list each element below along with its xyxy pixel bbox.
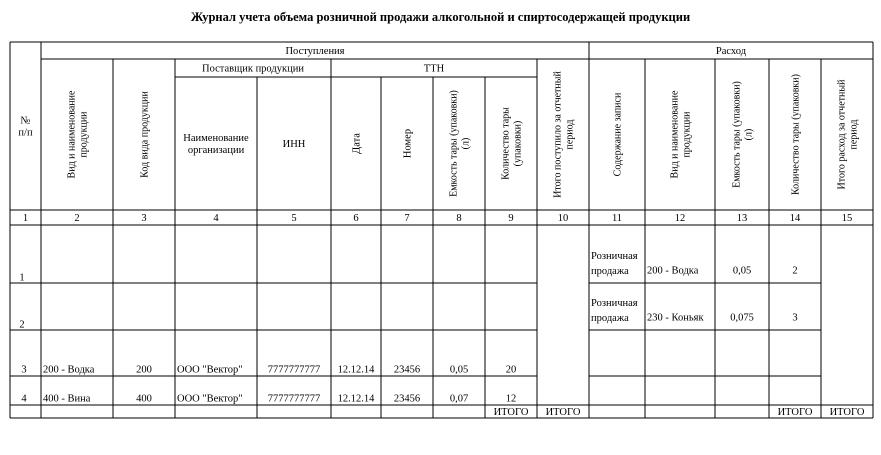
column-number: 15	[841, 213, 853, 224]
col-header-record-content: Содержание записи	[612, 92, 624, 177]
col-header-inn: ИНН	[282, 139, 306, 150]
column-number: 1	[22, 213, 29, 224]
total-expense-period: ИТОГО	[829, 407, 865, 418]
row-number-header: № п/п	[18, 115, 33, 139]
column-number: 13	[736, 213, 748, 224]
column-number: 10	[557, 213, 569, 224]
total-income-quantity: ИТОГО	[493, 407, 529, 418]
capacity-value: 0,05	[449, 364, 469, 376]
product-name: 400 - Вина	[43, 393, 91, 405]
income-header: Поступления	[285, 46, 345, 57]
ttn-date: 12.12.14	[337, 393, 375, 405]
product-code: 400	[136, 393, 152, 405]
ttn-number: 23456	[393, 393, 421, 405]
col-header-org-name: Наименование организации	[183, 133, 249, 156]
ttn-number: 23456	[393, 364, 421, 376]
col-header-expense-capacity: Емкость тары (упаковки)(л)	[731, 81, 755, 188]
expense-quantity: 3	[792, 312, 798, 324]
quantity-value: 12	[505, 393, 517, 405]
product-code: 200	[136, 364, 152, 376]
column-number: 11	[611, 213, 623, 224]
row-number: 1	[19, 272, 25, 284]
col-header-product-code: Код вида продукции	[139, 91, 151, 178]
record-content: Розничная продажа	[591, 298, 638, 324]
quantity-value: 20	[505, 364, 517, 376]
expense-quantity: 2	[792, 265, 798, 277]
column-number: 3	[141, 213, 147, 224]
expense-header: Расход	[715, 46, 747, 57]
col-header-total-expense: Итого расход за отчетныйпериод	[836, 79, 860, 190]
organization-name: ООО "Вектор"	[177, 393, 243, 405]
column-number: 7	[404, 213, 410, 224]
col-header-total-income: Итого поступило за отчетныйпериод	[552, 71, 576, 198]
column-number: 9	[508, 213, 514, 224]
column-number: 4	[213, 213, 219, 224]
col-header-capacity: Емкость тары (упаковки)(л)	[448, 90, 472, 197]
column-number: 12	[674, 213, 686, 224]
col-header-expense-quantity: Количество тары (упаковки)	[790, 74, 802, 195]
column-number: 2	[74, 213, 80, 224]
expense-capacity: 0,075	[730, 312, 754, 324]
col-header-date: Дата	[351, 133, 363, 154]
column-number: 6	[353, 213, 359, 224]
inn-value: 7777777777	[267, 364, 321, 376]
total-income-period: ИТОГО	[545, 407, 581, 418]
col-header-product: Вид и наименованиепродукции	[66, 90, 90, 179]
total-expense-quantity: ИТОГО	[777, 407, 813, 418]
expense-product: 200 - Водка	[647, 265, 699, 277]
col-header-quantity: Количество тары(упаковки)	[500, 107, 524, 180]
expense-product: 230 - Коньяк	[647, 312, 704, 324]
expense-capacity: 0,05	[732, 265, 752, 277]
col-header-expense-product: Вид и наименованиепродукции	[669, 90, 693, 179]
record-content: Розничная продажа	[591, 251, 638, 277]
column-number: 8	[456, 213, 462, 224]
ttn-header: ТТН	[423, 63, 445, 75]
col-header-number: Номер	[402, 128, 414, 159]
inn-value: 7777777777	[267, 393, 321, 405]
row-number: 4	[21, 393, 27, 405]
product-name: 200 - Водка	[43, 364, 95, 376]
column-number: 14	[789, 213, 801, 224]
capacity-value: 0,07	[449, 393, 469, 405]
organization-name: ООО "Вектор"	[177, 364, 243, 376]
supplier-header: Поставщик продукции	[202, 63, 304, 75]
journal-title: Журнал учета объема розничной продажи алкогольной и спиртосодержащей продукции	[190, 10, 691, 24]
row-number: 2	[19, 319, 25, 331]
row-number: 3	[21, 364, 27, 376]
column-number: 5	[291, 213, 297, 224]
ttn-date: 12.12.14	[337, 364, 375, 376]
table-cells	[18, 46, 864, 418]
